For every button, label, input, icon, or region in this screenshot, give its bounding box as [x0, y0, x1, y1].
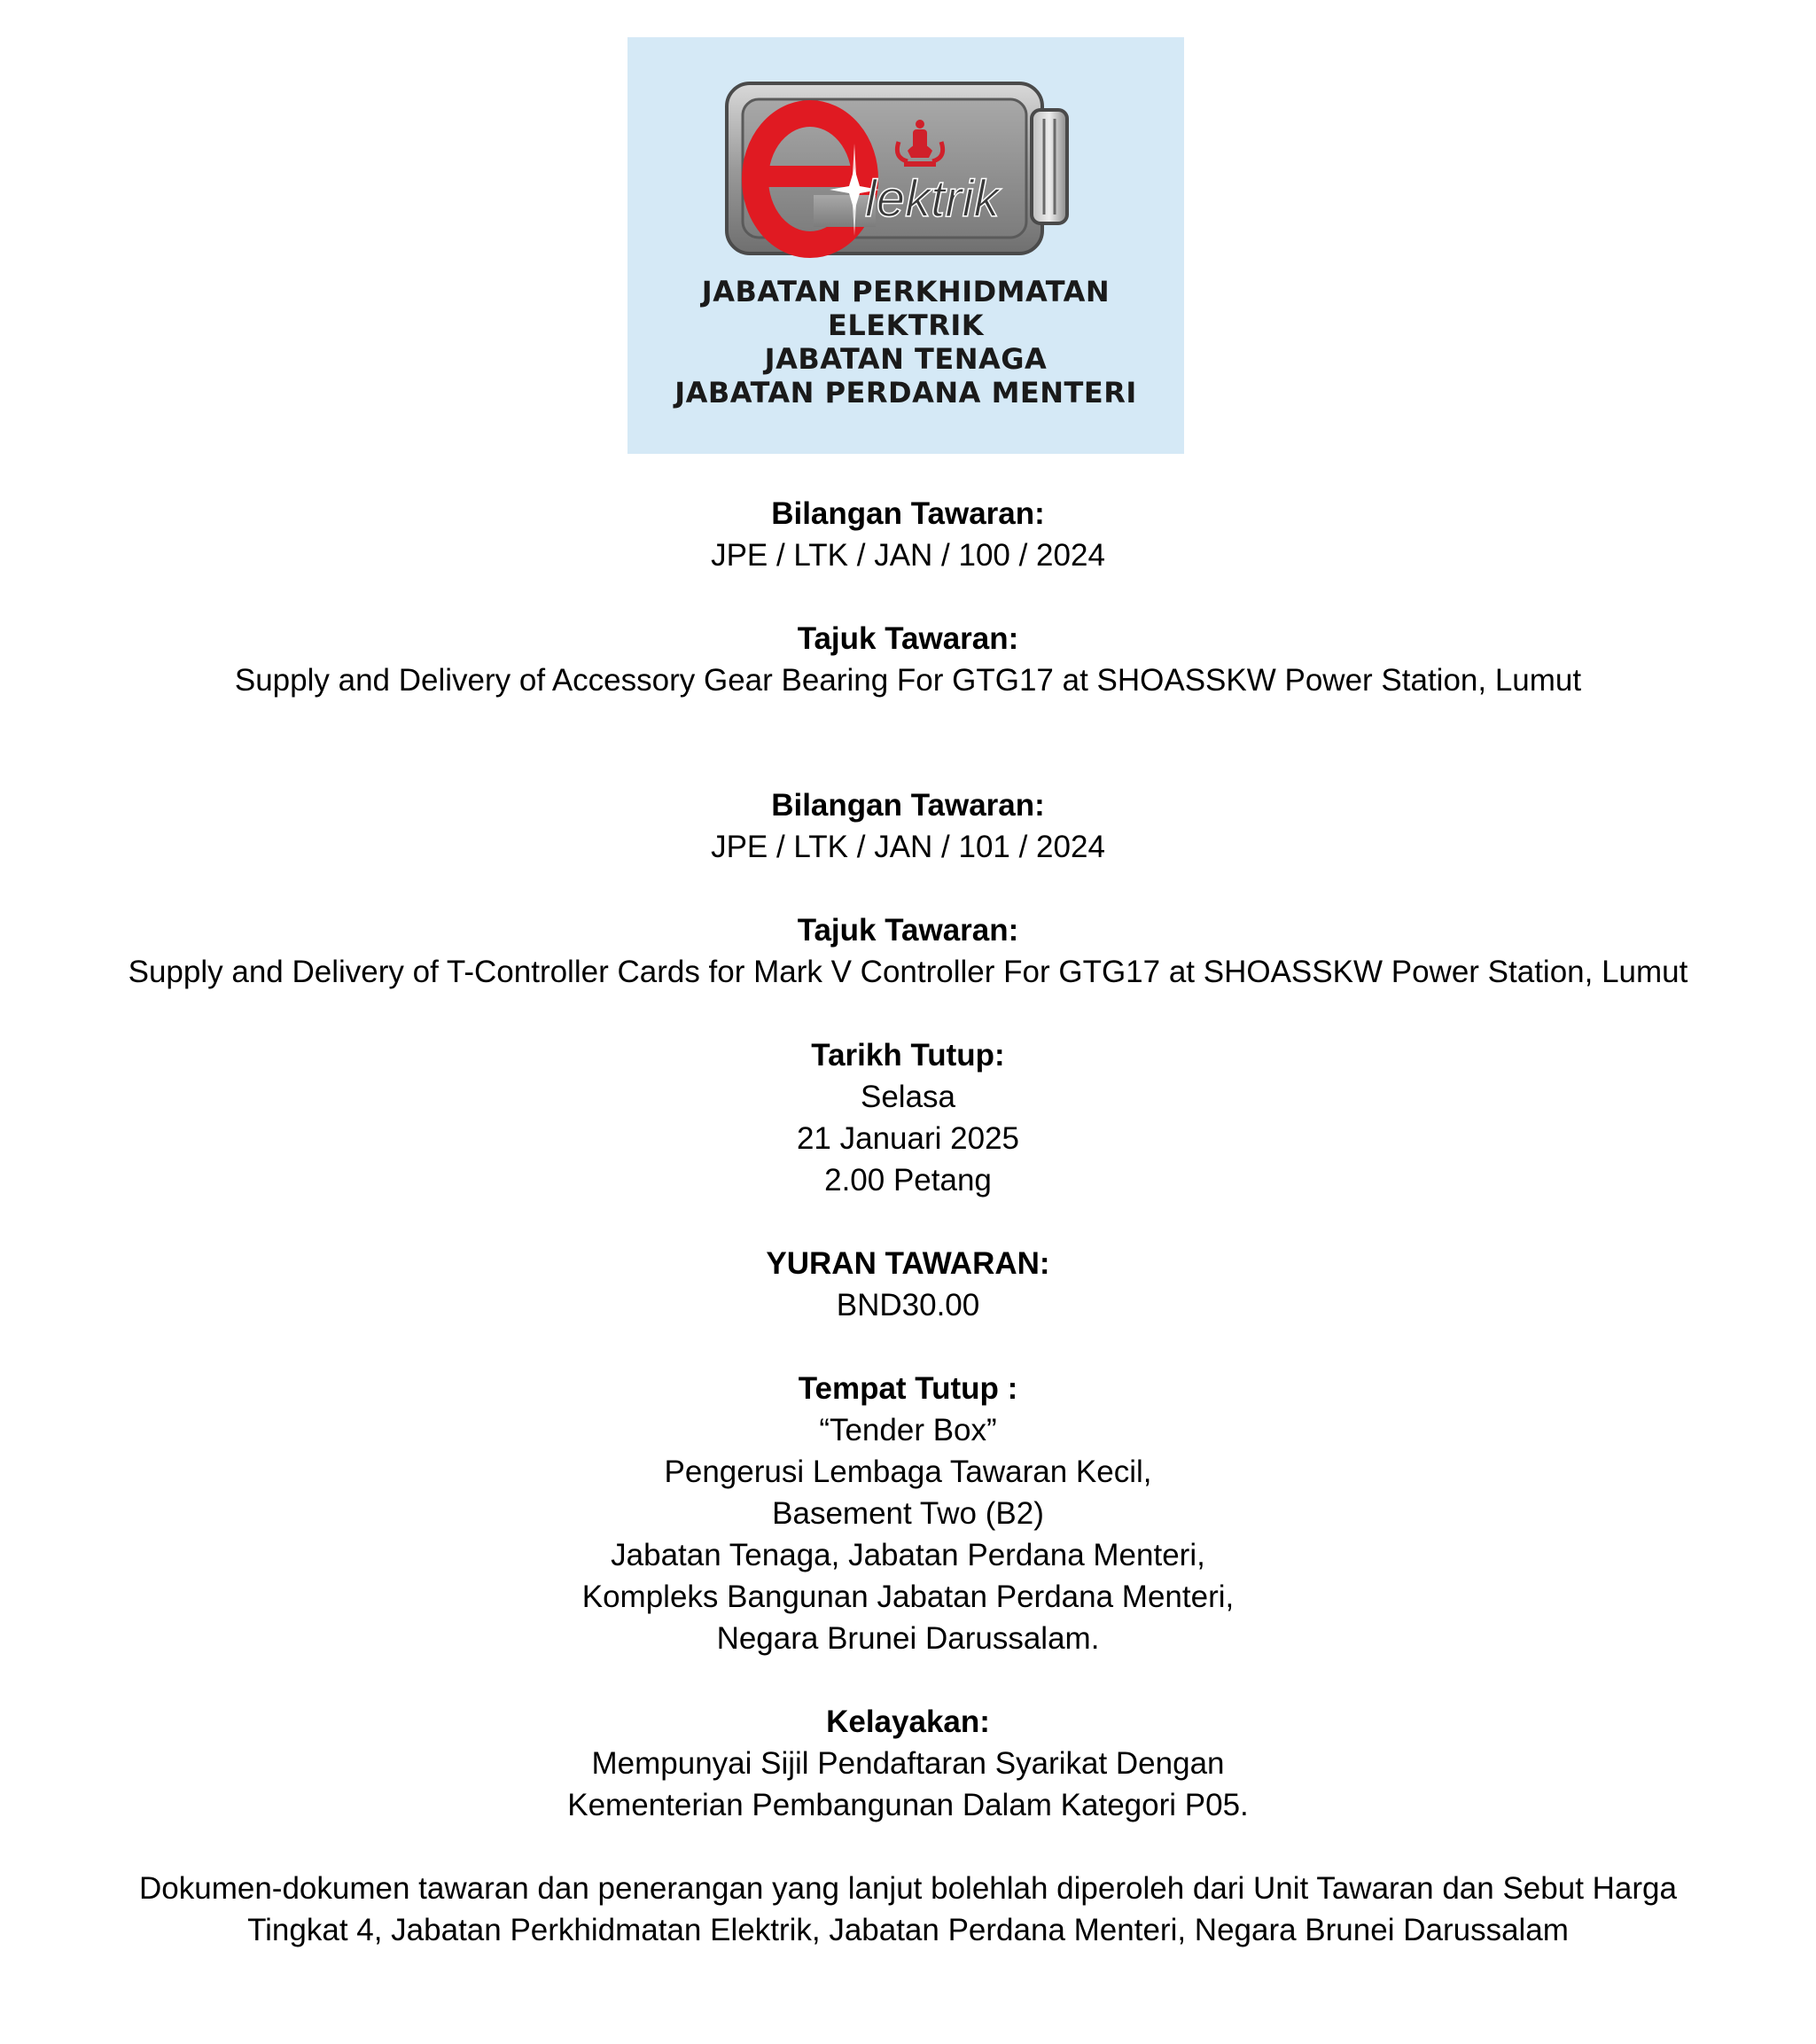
- elektrik-battery-emblem: [627, 37, 1184, 268]
- venue-line: Pengerusi Lembaga Tawaran Kecil,: [664, 1455, 1152, 1489]
- footer-line: Dokumen-dokumen tawaran dan penerangan yang lanjut bolehlah diperoleh dari Unit Tawaran dan Sebut Harga: [139, 1871, 1677, 1906]
- tender2-title-label: Tajuk Tawaran:: [797, 913, 1019, 948]
- venue-line: Negara Brunei Darussalam.: [716, 1621, 1100, 1656]
- footer-line: Tingkat 4, Jabatan Perkhidmatan Elektrik, Jabatan Perdana Menteri, Negara Brunei Darussalam: [247, 1913, 1569, 1947]
- tender2-title: Supply and Delivery of T-Controller Cards for Mark V Controller For GTG17 at SHOASSKW Power Station, Lumut: [128, 955, 1688, 989]
- department-logo: [627, 37, 1184, 454]
- eligibility-label: Kelayakan:: [826, 1705, 990, 1739]
- closing-date: 21 Januari 2025: [796, 1121, 1020, 1156]
- logo-caption-line: ELEKTRIK: [827, 308, 985, 342]
- venue-line: “Tender Box”: [819, 1413, 997, 1447]
- tender1-title: Supply and Delivery of Accessory Gear Bearing For GTG17 at SHOASSKW Power Station, Lumut: [234, 663, 1582, 698]
- closing-date-label: Tarikh Tutup:: [811, 1038, 1005, 1073]
- venue-line: Basement Two (B2): [772, 1496, 1044, 1531]
- logo-caption-line: JABATAN PERKHIDMATAN: [701, 275, 1111, 308]
- tender2-number: JPE / LTK / JAN / 101 / 2024: [711, 830, 1105, 864]
- tender1-number: JPE / LTK / JAN / 100 / 2024: [711, 538, 1105, 573]
- closing-time: 2.00 Petang: [824, 1163, 992, 1198]
- eligibility-line: Kementerian Pembangunan Dalam Kategori P05.: [567, 1788, 1249, 1822]
- eligibility-line: Mempunyai Sijil Pendaftaran Syarikat Dengan: [591, 1746, 1225, 1781]
- venue-label: Tempat Tutup :: [798, 1371, 1018, 1406]
- tender-notice: [0, 493, 1816, 1951]
- logo-caption-line: JABATAN PERDANA MENTERI: [674, 376, 1137, 410]
- tender2-number-label: Bilangan Tawaran:: [771, 788, 1045, 823]
- fee-label: YURAN TAWARAN:: [766, 1246, 1050, 1281]
- wordmark: lektrik: [865, 170, 1000, 228]
- fee-amount: BND30.00: [836, 1288, 980, 1322]
- tender1-title-label: Tajuk Tawaran:: [797, 621, 1019, 656]
- venue-line: Jabatan Tenaga, Jabatan Perdana Menteri,: [611, 1538, 1205, 1572]
- logo-caption-line: JABATAN TENAGA: [764, 342, 1048, 376]
- closing-day: Selasa: [860, 1080, 956, 1114]
- venue-line: Kompleks Bangunan Jabatan Perdana Menteri,: [581, 1580, 1235, 1614]
- tender1-number-label: Bilangan Tawaran:: [771, 496, 1045, 531]
- logo-caption: [627, 275, 1184, 410]
